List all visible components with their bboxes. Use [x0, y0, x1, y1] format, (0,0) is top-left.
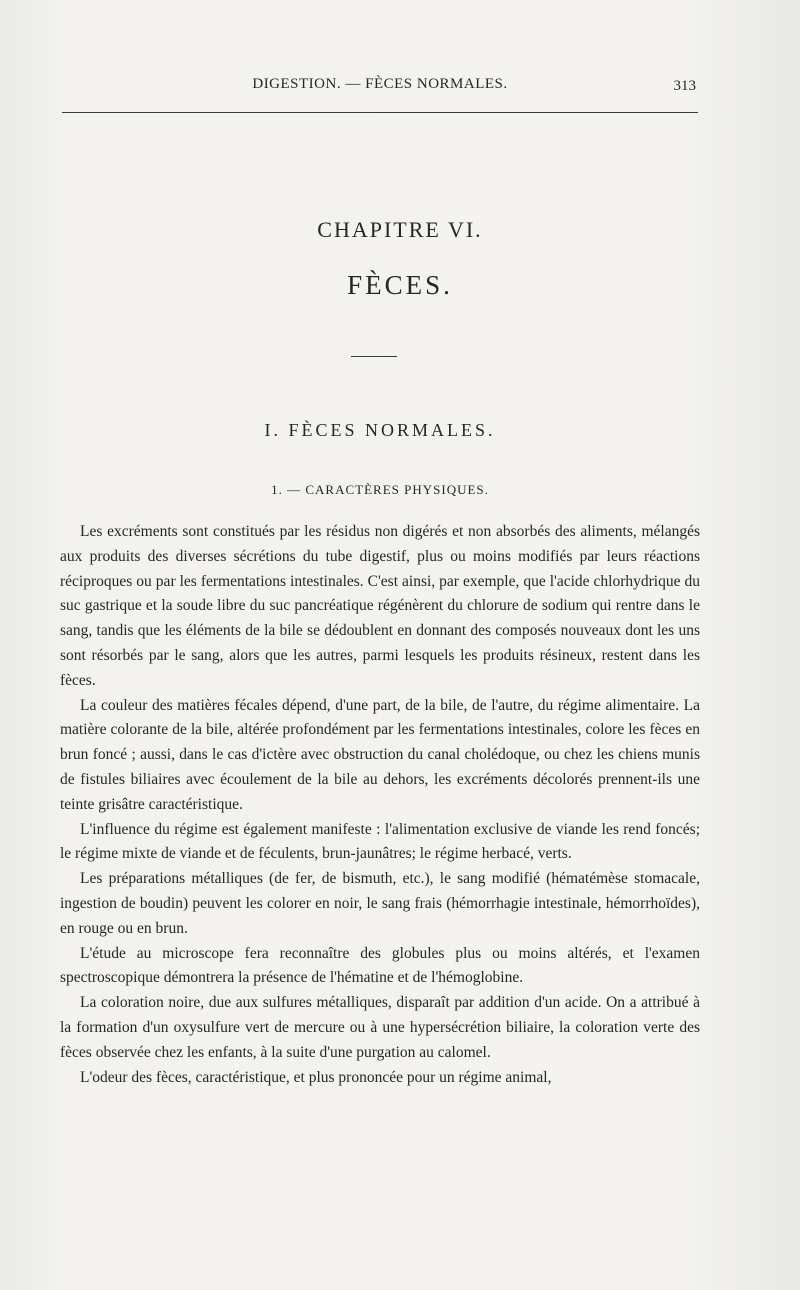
paragraph: L'odeur des fèces, caractéristique, et plus prononcée pour un régime animal,	[80, 1068, 552, 1086]
header-rule	[62, 112, 698, 113]
paragraph: Les préparations métalliques (de fer, de bismuth, etc.), le sang modifié (hématémèse stomacale, ingestion de boudin) peuvent les colorer en noir, le sang frais (hémorrhagie intestinale, hémorrhoïdes), en rouge ou en brun.	[60, 870, 700, 937]
chapter-title: FÈCES.	[347, 270, 453, 300]
body-text	[60, 520, 700, 1090]
paragraph: L'influence du régime est également manifeste : l'alimentation exclusive de viande les rend foncés; le régime mixte de viande et de féculents, brun-jaunâtres; le régime herbacé, verts.	[60, 820, 700, 863]
paragraph: L'étude au microscope fera reconnaître des globules plus ou moins altérés, et l'examen spectroscopique démontrera la présence de l'hématine et de l'hémoglobine.	[60, 944, 700, 987]
page-header	[60, 76, 700, 100]
section-heading: I. FÈCES NORMALES.	[264, 420, 496, 440]
running-head: DIGESTION. — FÈCES NORMALES.	[252, 76, 508, 92]
subsection-heading: 1. — CARACTÈRES PHYSIQUES.	[271, 482, 489, 497]
paragraph: Les excréments sont constitués par les résidus non digérés et non absorbés des aliments, mélangés aux produits des diverses sécrétions du tube digestif, plus ou moins modifiés par leurs réactions réciproques ou par les fermentations intestinales. C'est ainsi, par exemple, que l'acide chlorhydrique du suc gastrique et la soude libre du suc pancréatique régénèrent du chlorure de sodium qui rentre dans le sang, tandis que les éléments de la bile se dédoublent en donnant des composés nouveaux dont les uns sont résorbés par le sang, alors que les autres, parmi lesquels les produits résineux, restent dans les fèces.	[60, 523, 700, 689]
page-number: 313	[673, 78, 696, 94]
paragraph: La couleur des matières fécales dépend, d'une part, de la bile, de l'autre, du régime alimentaire. La matière colorante de la bile, altérée profondément par les fermentations intestinales, colore les fèces en brun foncé ; aussi, dans le cas d'ictère avec obstruction du canal cholédoque, ou chez les chiens munis de fistules biliaires avec écoulement de la bile au dehors, les excréments décolorés prennent-ils une teinte grisâtre caractéristique.	[60, 696, 700, 813]
chapter-heading: CHAPITRE VI.	[317, 217, 483, 242]
title-rule	[351, 356, 397, 357]
paragraph: La coloration noire, due aux sulfures métalliques, disparaît par addition d'un acide. On a attribué à la formation d'un oxysulfure vert de mercure ou à une hypersécrétion biliaire, la coloration verte des fèces observée chez les enfants, à la suite d'une purgation au calomel.	[60, 994, 700, 1061]
